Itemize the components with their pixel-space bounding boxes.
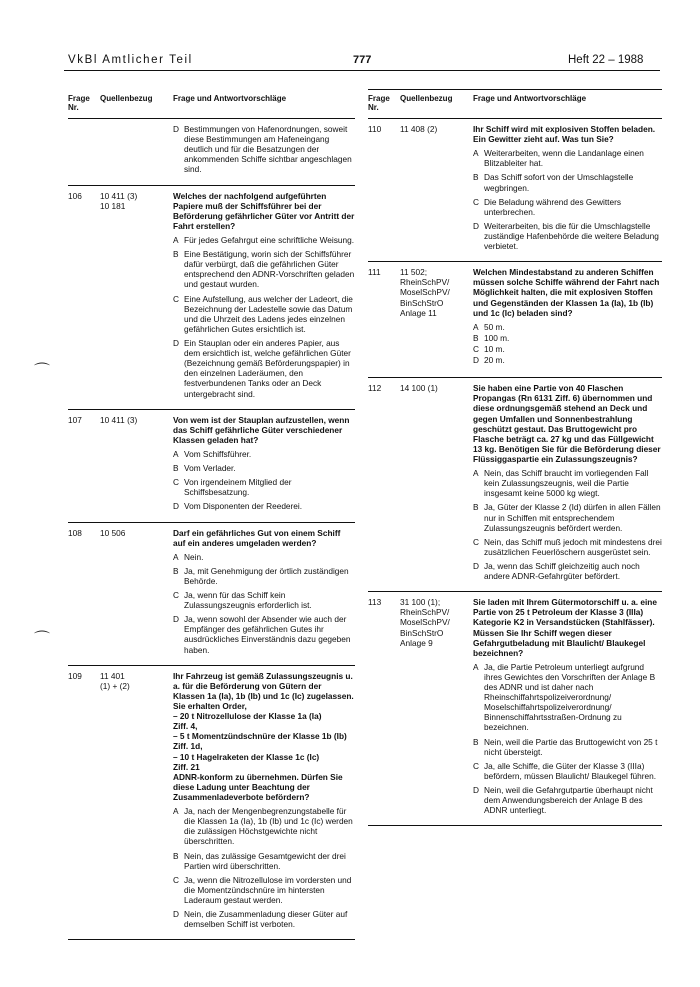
option-text: Nein, weil die Gefahrgutpartie überhaupt nicht dem Anwendungsbereich der Anlage B des ADNR unterliegt.	[484, 785, 653, 816]
question-text: Darf ein gefährliches Gut von einem Schiff auf ein anderes umgeladen werden?	[173, 527, 341, 548]
option-letter: A	[473, 468, 479, 479]
source-reference: 10 411 (3) 10 181	[100, 190, 138, 211]
question-block	[68, 186, 355, 410]
margin-marker-icon: ⌒	[34, 631, 51, 648]
answer-option	[473, 355, 662, 365]
option-letter: C	[173, 477, 179, 488]
journal-title: VkBl Amtlicher Teil	[68, 54, 193, 66]
option-letter: A	[473, 148, 479, 159]
option-text: Ja, wenn die Nitrozellulose im vordersten und die Momentzündschnüre im hintersten Laderaum gestaut werden.	[184, 874, 352, 905]
option-letter: D	[473, 560, 479, 571]
option-letter: A	[173, 806, 179, 817]
answer-option	[473, 322, 662, 332]
option-letter: B	[173, 565, 179, 576]
question-number: 112	[368, 383, 382, 394]
question-block	[68, 119, 355, 186]
option-letter: B	[473, 172, 479, 183]
answer-option	[473, 561, 662, 581]
option-text: Für jedes Gefahrgut eine schriftliche Weisung.	[184, 234, 355, 245]
option-letter: D	[173, 124, 179, 134]
source-reference: 11 408 (2)	[400, 124, 438, 134]
col-header-titel: Frage und Antwortvorschläge	[473, 94, 587, 103]
question-block	[68, 410, 355, 523]
source-reference: 11 401 (1) + (2)	[100, 670, 130, 691]
question-block	[368, 262, 662, 378]
answer-option	[473, 333, 662, 343]
option-text: Ja, Güter der Klasse 2 (Id) dürfen in allen Fällen nur in Schiffen mit entsprechendem Zulassungszeugnis befördert werden.	[484, 502, 661, 533]
answer-option	[473, 221, 662, 251]
option-letter: D	[173, 337, 179, 348]
issue-label: Heft 22 – 1988	[568, 54, 644, 66]
option-text: Ja, alle Schiffe, die Güter der Klasse 3 (IIIa) befördern, müssen Blaulicht/ Blaukegel führen.	[484, 760, 657, 781]
option-text: Ein Stauplan oder ein anderes Papier, aus dem ersichtlich ist, welche gefährlichen Güter (Bezeichnung gemäß Beförderungspapier) in den einzelnen Laderäumen, den festverbundenen Tanks oder an Deck untergebracht sind.	[184, 337, 351, 399]
option-text: 20 m.	[484, 355, 505, 366]
answer-option	[173, 249, 355, 289]
option-text: Nein, das Schiff muß jedoch mit mindestens drei zusätzlichen Feuerlöschern ausgerüstet sein.	[484, 536, 662, 557]
margin-marker-icon: ⌒	[34, 363, 51, 380]
question-block	[68, 666, 355, 940]
option-text: Vom Schiffsführer.	[184, 448, 252, 459]
option-text: Nein, das zulässige Gesamtgewicht der drei Partien wird überschritten.	[184, 850, 346, 871]
page-number: 777	[353, 54, 372, 66]
answer-option	[473, 737, 662, 757]
option-letter: C	[473, 536, 479, 547]
option-text: Die Beladung während des Gewitters unterbrechen.	[484, 196, 621, 217]
column-bottom-rule	[68, 939, 355, 940]
option-letter: D	[473, 220, 479, 231]
question-number: 108	[68, 527, 82, 538]
left-column	[68, 90, 355, 940]
question-block	[68, 523, 355, 666]
option-letter: A	[173, 448, 179, 459]
source-reference: 10 411 (3)	[100, 414, 138, 425]
option-text: Ja, wenn das Schiff gleichzeitig auch noch andere ADNR-Gefahrgüter befördert.	[484, 560, 640, 582]
option-text: Nein, das Schiff braucht im vorliegenden Fall kein Zulassungszeugnis, weil die Partie insgesamt keine 5000 kg wiegt.	[484, 468, 649, 499]
option-letter: A	[173, 551, 179, 562]
option-letter: B	[173, 463, 179, 474]
question-block	[368, 119, 662, 262]
option-text: 100 m.	[484, 332, 510, 343]
option-letter: B	[473, 332, 479, 343]
answer-option	[473, 197, 662, 217]
question-number: 110	[368, 124, 382, 134]
option-letter: D	[173, 501, 179, 512]
option-letter: C	[173, 293, 179, 304]
option-letter: C	[473, 343, 479, 354]
question-number: 107	[68, 414, 82, 425]
option-letter: C	[173, 874, 179, 885]
right-column	[368, 90, 662, 826]
option-text: Ja, wenn sowohl der Absender wie auch der Empfänger des gefährlichen Gutes ihr ausdrückliches Einverständnis dazu gegeben haben.	[184, 614, 351, 655]
answer-option	[173, 566, 355, 586]
answer-option	[473, 148, 662, 168]
answer-option	[173, 463, 355, 473]
option-letter: A	[473, 321, 479, 332]
option-letter: C	[473, 760, 479, 771]
option-letter: A	[173, 234, 179, 245]
col-header-quelle: Quellenbezug	[100, 94, 153, 103]
right-column-header	[368, 89, 662, 119]
option-letter: D	[173, 909, 179, 920]
option-text: Nein, die Zusammenladung dieser Güter auf demselben Schiff ist verboten.	[184, 909, 348, 930]
question-number: 113	[368, 597, 382, 608]
question-text: Von wem ist der Stauplan aufzustellen, wenn das Schiff gefährliche Güter verschiedener Klassen geladen hat?	[173, 414, 350, 445]
option-letter: B	[473, 736, 479, 747]
option-text: Nein, weil die Partie das Bruttogewicht von 25 t nicht übersteigt.	[484, 736, 658, 757]
option-text: Von irgendeinem Mitglied der Schiffsbesatzung.	[184, 477, 292, 498]
answer-option	[173, 501, 355, 511]
question-number: 109	[68, 670, 82, 681]
answer-option	[173, 235, 355, 245]
answer-option	[173, 477, 355, 497]
answer-option	[173, 875, 355, 905]
answer-option	[173, 449, 355, 459]
option-letter: D	[173, 614, 179, 625]
answer-option	[173, 614, 355, 654]
question-block	[368, 378, 662, 592]
option-letter: B	[473, 502, 479, 513]
answer-option	[173, 124, 355, 175]
option-letter: C	[473, 196, 479, 207]
option-text: Ja, die Partie Petroleum unterliegt aufgrund ihres Gewichtes den Vorschriften der Anlage B des ADNR und ist daher nach Rheinschiffahrtspolizeiverordnung/ Moselschiffahrtspolizeiverordnung/ Binnenschiffahrtsstraßen-Ordnung zu bezeichnen.	[484, 661, 656, 733]
option-text: Weiterarbeiten, wenn die Landanlage einen Blitzableiter hat.	[484, 148, 644, 169]
col-header-frage: Frage Nr.	[368, 94, 390, 113]
option-text: Vom Disponenten der Reederei.	[184, 501, 303, 512]
option-letter: C	[173, 590, 179, 601]
col-header-quelle: Quellenbezug	[400, 94, 453, 103]
option-letter: D	[473, 355, 479, 366]
col-header-frage: Frage Nr.	[68, 94, 90, 113]
option-letter: B	[173, 850, 179, 861]
header-rule	[64, 70, 660, 71]
question-text: Ihr Fahrzeug ist gemäß Zulassungszeugnis u. a. für die Beförderung von Gütern der Klassen 1a (Ia), 1b (Ib) und 1c (Ic) zugelassen. Sie erhalten Order, – 20 t Nitrozellulose der Klasse 1a (Ia) Ziff. 4, – 5 t Momentzündschnüre der Klasse 1b (Ib) Ziff. 1d, – 10 t Hagelraketen der Klasse 1c (Ic) Ziff. 21 ADNR-konform zu übernehmen. Dürfen Sie diese Ladung unter Beachtung der Zusammenladeverbote befördern?	[173, 670, 354, 803]
option-text: Eine Aufstellung, aus welcher der Ladeort, die Bezeichnung der Ladestelle sowie das Datum und die Uhrzeit des Ladens jedes einzelnen gefährlichen Gutes ersichtlich ist.	[184, 293, 353, 334]
answer-option	[173, 851, 355, 871]
source-reference: 14 100 (1)	[400, 383, 438, 394]
source-reference: 10 506	[100, 527, 126, 538]
option-text: Bestimmungen von Hafenordnungen, soweit diese Bestimmungen am Hafeneingang deutlich und für die Besatzungen der ankommenden Schiffe sichtbar angeschlagen sind.	[184, 124, 352, 175]
left-column-header	[68, 90, 355, 119]
option-letter: B	[173, 249, 179, 260]
option-text: Ja, nach der Mengenbegrenzungstabelle für die Klassen 1a (Ia), 1b (Ib) und 1c (Ic) werden die zulässigen Höchstgewichte nicht überschritten.	[184, 806, 353, 847]
option-text: Ja, mit Genehmigung der örtlich zuständigen Behörde.	[184, 565, 349, 586]
question-text: Ihr Schiff wird mit explosiven Stoffen beladen. Ein Gewitter zieht auf. Was tun Sie?	[473, 124, 656, 145]
option-text: 50 m.	[484, 321, 505, 332]
option-letter: A	[473, 661, 479, 672]
answer-option	[473, 344, 662, 354]
answer-option	[173, 806, 355, 846]
question-number: 106	[68, 190, 82, 201]
question-text: Welches der nachfolgend aufgeführten Papiere muß der Schiffsführer bei der Beförderung gefährlicher Güter vor Antritt der Fahrt erstellen?	[173, 190, 355, 231]
answer-option	[473, 172, 662, 192]
option-text: Weiterarbeiten, bis die für die Umschlagstelle zuständige Hafenbehörde die weitere Beladung verbietet.	[484, 220, 659, 252]
answer-option	[173, 909, 355, 929]
question-text: Sie laden mit Ihrem Gütermotorschiff u. a. eine Partie von 25 t Petroleum der Klasse 3 (IIIa) Kategorie K2 in Versandstücken (Stahlfässer). Müssen Sie Ihr Schiff wegen dieser Gefahrgutbeladung mit Blaulicht/ Blaukegel bezeichnen?	[473, 597, 657, 658]
answer-option	[473, 537, 662, 557]
answer-option	[473, 785, 662, 815]
answer-option	[473, 761, 662, 781]
option-text: Eine Bestätigung, worin sich der Schiffsführer dafür verbürgt, daß die gefährlichen Güter entsprechend den ADNR-Vorschriften geladen und gestaut wurden.	[184, 249, 355, 290]
answer-option	[173, 338, 355, 399]
col-header-titel: Frage und Antwortvorschläge	[173, 94, 287, 103]
answer-option	[473, 662, 662, 733]
source-reference: 31 100 (1); RheinSchPV/ MoselSchPV/ BinSchStrO Anlage 9	[400, 597, 450, 648]
source-reference: 11 502; RheinSchPV/ MoselSchPV/ BinSchStrO Anlage 11	[400, 267, 450, 318]
question-text: Sie haben eine Partie von 40 Flaschen Propangas (Rn 6131 Ziff. 6) übernommen und diese ordnungsgemäß stehend an Deck und gegen Umfallen und Sonnenbestrahlung geschützt gestaut. Das Bruttogewicht pro Flasche beträgt ca. 27 kg und das Füllgewicht 13 kg. Benötigen Sie für die Beförderung dieser Flüssiggaspartie ein Zulassungszeugnis?	[473, 383, 661, 464]
column-bottom-rule	[368, 825, 662, 826]
option-text: 10 m.	[484, 343, 505, 354]
option-text: Nein.	[184, 551, 204, 562]
option-letter: D	[473, 785, 479, 796]
answer-option	[173, 552, 355, 562]
option-text: Vom Verlader.	[184, 463, 236, 474]
answer-option	[173, 294, 355, 334]
question-text: Welchen Mindestabstand zu anderen Schiffen müssen solche Schiffe während der Fahrt nach Möglichkeit halten, die mit explosiven Stoffen und Gegenständen der Klassen 1a (Ia), 1b (Ib) und 1c (Ic) beladen sind?	[473, 267, 660, 318]
question-number: 111	[368, 267, 381, 278]
question-block	[368, 592, 662, 825]
option-text: Das Schiff sofort von der Umschlagstelle wegbringen.	[484, 172, 634, 193]
answer-option	[173, 590, 355, 610]
answer-option	[473, 502, 662, 532]
option-text: Ja, wenn für das Schiff kein Zulassungszeugnis erforderlich ist.	[184, 590, 312, 611]
answer-option	[473, 468, 662, 498]
